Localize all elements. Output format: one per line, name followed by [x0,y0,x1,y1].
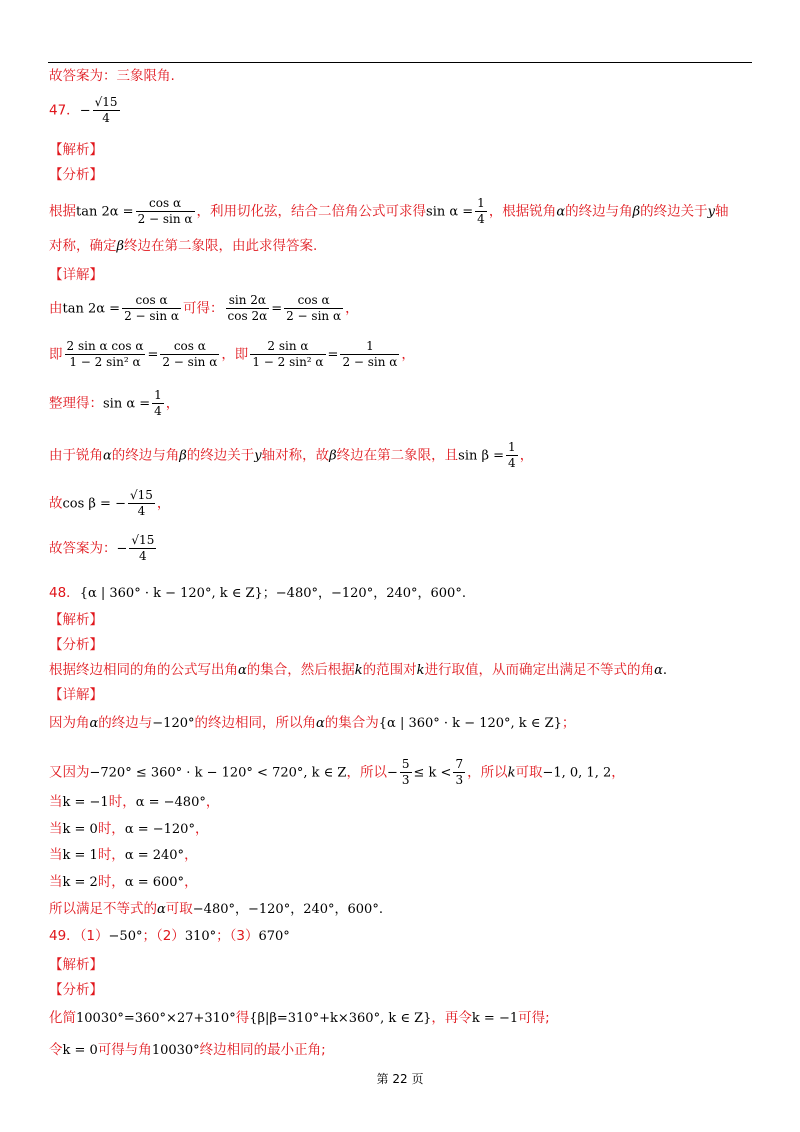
detail-line-1: 由tan 2α = $\frac{\text{cos α}}{\text{2 − sin α}}$ 可得： $\frac{\sin 2\alpha}{\cos 2\alpha}$ = $\frac{\text{cos α}}{\text{2 − sin α}}$ ， [49,293,359,323]
section-jiexi: 【解析】 [49,142,103,158]
detail-line-2: 即 $\frac{\text{2 sin α cos α}}{\text{1 − 2 sin² α}}$ = $\frac{\text{cos α}}{\text{2 − sin α}}$ ，即 $\frac{\text{2 sin α}}{\text{1 − 2 sin² α}}$ = $\frac{1}{\text{2 − sin α}}$ ， [49,339,415,369]
page-footer: 第 22 页 [376,1072,424,1086]
analysis-49-line-1: 化简10030°=360°×27+310°得{β|β=310°+k×360°, k ∈ Z}，再令k = −1可得; [49,1010,550,1026]
analysis-48: 根据终边相同的角的公式写出角α的集合，然后根据k的范围对k进行取值，从而确定出满足不等式的角α. [49,662,667,678]
case-k-0: 当k = 0时，α = −120°， [49,821,209,837]
answer-48: 48．{α | 360° · k − 120°, k ∈ Z}；−480°，−120°，240°，600°. [49,585,466,601]
section-xiangjie-1: 【详解】 [49,267,103,283]
detail-48-line-1: 因为角α的终边与−120°的终边相同，所以角α的集合为{α | 360° · k − 120°, k ∈ Z}； [49,715,576,731]
answer-47: 47．− $\frac{√15}{4}$ [49,95,118,125]
section-fenxi-49: 【分析】 [49,982,103,998]
section-fenxi: 【分析】 [49,167,103,183]
top-rule [48,62,752,63]
section-fenxi-48: 【分析】 [49,637,103,653]
detail-line-4: 由于锐角α的终边与角β的终边关于y轴对称，故β终边在第二象限，且sin β = $\frac{1}{4}$ ， [49,440,534,470]
answer-49: 49．（1）−50°；（2）310°；（3）670° [49,928,290,944]
analysis-49-line-2: 令k = 0可得与角10030°终边相同的最小正角; [49,1042,326,1058]
detail-line-3: 整理得：sin α = $\frac{1}{4}$ ， [49,388,180,418]
analysis-line-1: 根据tan 2α = $\frac{\text{cos α}}{\text{2 − sin α}}$ ，利用切化弦，结合二倍角公式可求得sin α = $\frac{1}{4}$ ，根据锐角α的终边与角β的终边关于y轴 [49,196,729,226]
case-k-1: 当k = 1时，α = 240°， [49,847,198,863]
answer-line-46: 故答案为：三象限角. [49,68,175,84]
summary-48: 所以满足不等式的α可取−480°，−120°，240°，600°. [49,901,383,917]
analysis-line-2: 对称，确定β终边在第二象限，由此求得答案. [49,238,318,254]
case-k-2: 当k = 2时，α = 600°， [49,874,198,890]
case-k-neg1: 当k = −1时，α = −480°， [49,794,220,810]
section-xiangjie-48: 【详解】 [49,687,103,703]
detail-48-line-2: 又因为−720° ≤ 360° · k − 120° < 720°, k ∈ Z，所以− $\frac{5}{3}$ ≤ k < $\frac{7}{3}$ ，所以k可取−1, 0, 1, 2， [49,757,625,787]
section-jiexi-48: 【解析】 [49,612,103,628]
detail-line-5: 故cos β = − $\frac{√15}{4}$ ， [49,488,171,518]
section-jiexi-49: 【解析】 [49,957,103,973]
detail-line-6: 故答案为：− $\frac{√15}{4}$ [49,533,155,563]
